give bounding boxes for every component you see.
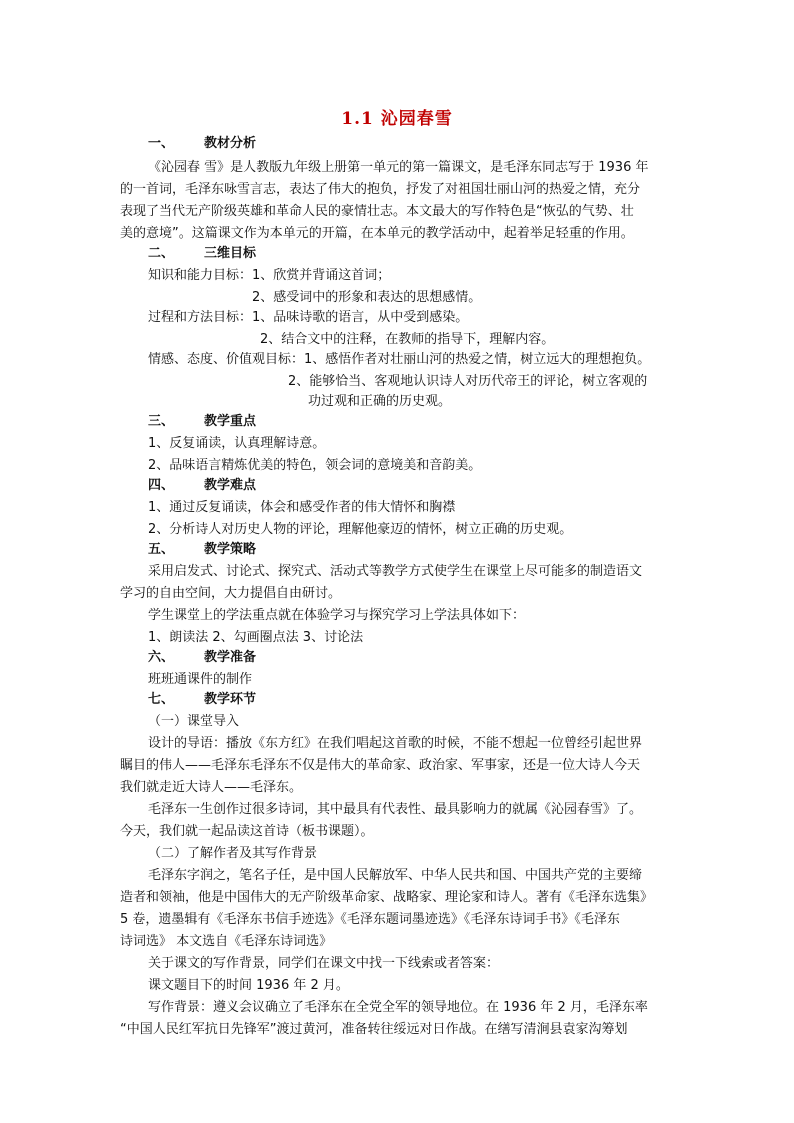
section-heading — [148, 648, 256, 668]
section-title: 教材分析 — [204, 136, 257, 151]
section-number: 四、 — [148, 478, 175, 493]
paragraph-line: 设计的导语：播放《东方红》在我们唱起这首歌的时候，不能不想起一位曾经引起世界 — [148, 736, 643, 751]
paragraph-line: 功过观和正确的历史观。 — [308, 394, 452, 409]
paragraph-line: 学生课堂上的学法重点就在体验学习与探究学习上学法具体如下： — [148, 608, 526, 623]
section-heading — [148, 412, 256, 432]
paragraph-line: 写作背景：遵义会议确立了毛泽东在全党全军的领导地位。在 1936 年 2 月，毛泽东率 — [148, 1000, 648, 1015]
paragraph-line: 过程和方法目标：1、品味诗歌的语言，从中受到感染。 — [148, 310, 469, 325]
section-title: 教学环节 — [204, 692, 257, 707]
paragraph-line: 2、感受词中的形象和表达的思想感情。 — [252, 290, 482, 305]
section-heading — [148, 540, 256, 560]
paragraph-line: 2、品味语言精炼优美的特色，领会词的意境美和音韵美。 — [148, 458, 482, 473]
paragraph-line: 2、分析诗人对历史人物的评论，理解他豪迈的情怀，树立正确的历史观。 — [148, 522, 573, 537]
paragraph-line: 学习的自由空间，大力提倡自由研讨。 — [120, 586, 342, 601]
subsection-heading: （二）了解作者及其写作背景 — [148, 846, 318, 861]
paragraph-line: 2、结合文中的注释，在教师的指导下，理解内容。 — [260, 332, 555, 347]
paragraph-line: 班班通课件的制作 — [148, 672, 253, 687]
paragraph-line: 2、能够恰当、客观地认识诗人对历代帝王的评论，树立客观的 — [288, 374, 648, 389]
section-number: 五、 — [148, 542, 175, 557]
section-number: 二、 — [148, 246, 175, 261]
paragraph-line: 采用启发式、讨论式、探究式、活动式等教学方式使学生在课堂上尽可能多的制造语文 — [148, 564, 643, 579]
paragraph-line: 的一首词，毛泽东咏雪言志，表达了伟大的抱负，抒发了对祖国壮丽山河的热爱之情，充分 — [120, 182, 641, 197]
section-heading — [148, 244, 256, 264]
paragraph-line: 关于课文的写作背景，同学们在课文中找一下线索或者答案： — [148, 956, 500, 971]
section-title: 教学难点 — [204, 478, 257, 493]
document-title: 1.1 沁园春雪 — [341, 109, 453, 129]
paragraph-line: 《沁园春 雪》是人教版九年级上册第一单元的第一篇课文，是毛泽东同志写于 1936 年 — [148, 160, 649, 175]
paragraph-line: 表现了当代无产阶级英雄和革命人民的豪情壮志。本文最大的写作特色是“恢弘的气势、壮 — [120, 204, 634, 219]
section-title: 教学策略 — [204, 542, 257, 557]
section-title: 教学准备 — [204, 650, 257, 665]
paragraph-line: 造者和领袖，他是中国伟大的无产阶级革命家、战略家、理论家和诗人。著有《毛泽东选集》 — [120, 890, 654, 905]
section-number: 一、 — [148, 136, 175, 151]
paragraph-line: “中国人民红军抗日先锋军”渡过黄河，准备转往绥远对日作战。在缮写清涧县袁家沟筹划 — [120, 1022, 628, 1037]
paragraph-line: 毛泽东一生创作过很多诗词，其中最具有代表性、最具影响力的就属《沁园春雪》了。 — [148, 802, 643, 817]
section-title: 教学重点 — [204, 414, 257, 429]
paragraph-line: 1、反复诵读，认真理解诗意。 — [148, 436, 326, 451]
paragraph-line: 5 卷，遗墨辑有《毛泽东书信手迹选》《毛泽东题词墨迹选》《毛泽东诗词手书》《毛泽东 — [120, 912, 620, 927]
section-title: 三维目标 — [204, 246, 257, 261]
paragraph-line: 美的意境”。这篇课文作为本单元的开篇，在本单元的教学活动中，起着举足轻重的作用。 — [120, 226, 634, 241]
section-number: 七、 — [148, 692, 175, 707]
section-number: 三、 — [148, 414, 175, 429]
paragraph-line: 今天，我们就一起品读这首诗（板书课题）。 — [120, 824, 374, 839]
paragraph-line: 情感、态度、价值观目标：1、感悟作者对壮丽山河的热爱之情，树立远大的理想抱负。 — [148, 352, 651, 367]
subsection-heading: （一）课堂导入 — [148, 714, 240, 729]
section-number: 六、 — [148, 650, 175, 665]
paragraph-line: 诗词选》 本文选自《毛泽东诗词选》 — [120, 934, 333, 949]
paragraph-line: 课文题目下的时间 1936 年 2 月。 — [148, 978, 349, 993]
paragraph-line: 1、通过反复诵读，体会和感受作者的伟大情怀和胸襟 — [148, 500, 456, 515]
section-heading — [148, 690, 256, 710]
paragraph-line: 我们就走近大诗人——毛泽东。 — [120, 780, 303, 795]
section-heading — [148, 134, 256, 154]
paragraph-line: 瞩目的伟人——毛泽东毛泽东不仅是伟大的革命家、政治家、军事家，还是一位大诗人今天 — [120, 758, 641, 773]
section-heading — [148, 476, 256, 496]
paragraph-line: 知识和能力目标：1、欣赏并背诵这首词； — [148, 268, 391, 283]
paragraph-line: 毛泽东字润之，笔名子任，是中国人民解放军、中华人民共和国、中国共产党的主要缔 — [148, 868, 643, 883]
paragraph-line: 1、朗读法 2、勾画圈点法 3、讨论法 — [148, 630, 364, 645]
